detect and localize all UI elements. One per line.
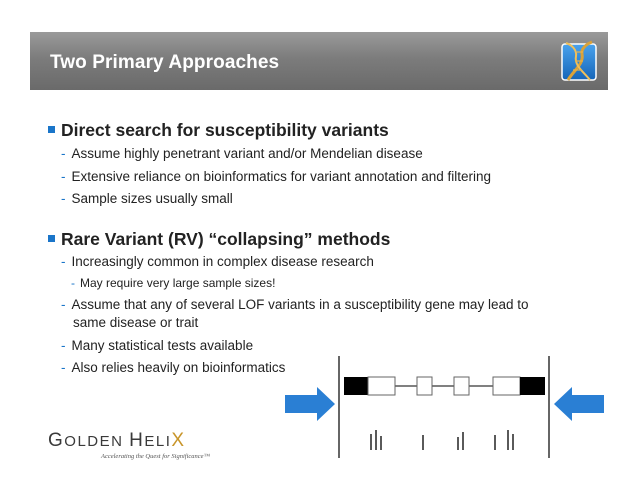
exon-box xyxy=(417,377,432,395)
bullet-heading: Rare Variant (RV) “collapsing” methods xyxy=(61,229,391,249)
bullet-marker xyxy=(48,235,55,242)
sub-item: - Increasingly common in complex disease research xyxy=(61,254,374,269)
exon-box xyxy=(520,377,545,395)
arrow-left-icon xyxy=(554,387,604,421)
sub-item: - Sample sizes usually small xyxy=(61,191,233,206)
arrow-right-icon xyxy=(285,387,335,421)
bullet-heading: Direct search for susceptibility variants xyxy=(61,120,389,140)
sub-item: - Extensive reliance on bioinformatics for variant annotation and filtering xyxy=(61,169,491,184)
exon-box xyxy=(454,377,469,395)
sub-item: - Also relies heavily on bioinformatics xyxy=(61,360,286,375)
sub-item: - Many statistical tests available xyxy=(61,338,254,353)
brand-tagline: Accelerating the Quest for Significance™ xyxy=(101,453,210,460)
bullet-marker xyxy=(48,126,55,133)
slide-title: Two Primary Approaches xyxy=(50,52,280,73)
bullet-direct-search xyxy=(48,120,389,141)
variant-markers xyxy=(371,430,513,450)
gene-collapsing-diagram xyxy=(282,352,607,462)
sub-item: - Assume highly penetrant variant and/or Mendelian disease xyxy=(61,146,423,161)
golden-helix-logo xyxy=(48,430,210,460)
exon-box xyxy=(344,377,368,395)
dna-helix-icon xyxy=(560,40,598,83)
sub-item: - Assume that any of several LOF variants in a susceptibility gene may lead to same disease or trait xyxy=(61,297,529,330)
sub-sub-item: - May require very large sample sizes! xyxy=(71,276,276,290)
exon-box xyxy=(493,377,520,395)
brand-wordmark: GOLDEN HELIX xyxy=(48,430,186,451)
bullet-rare-variant xyxy=(48,229,390,250)
title-bar xyxy=(30,32,608,90)
exon-box xyxy=(368,377,395,395)
